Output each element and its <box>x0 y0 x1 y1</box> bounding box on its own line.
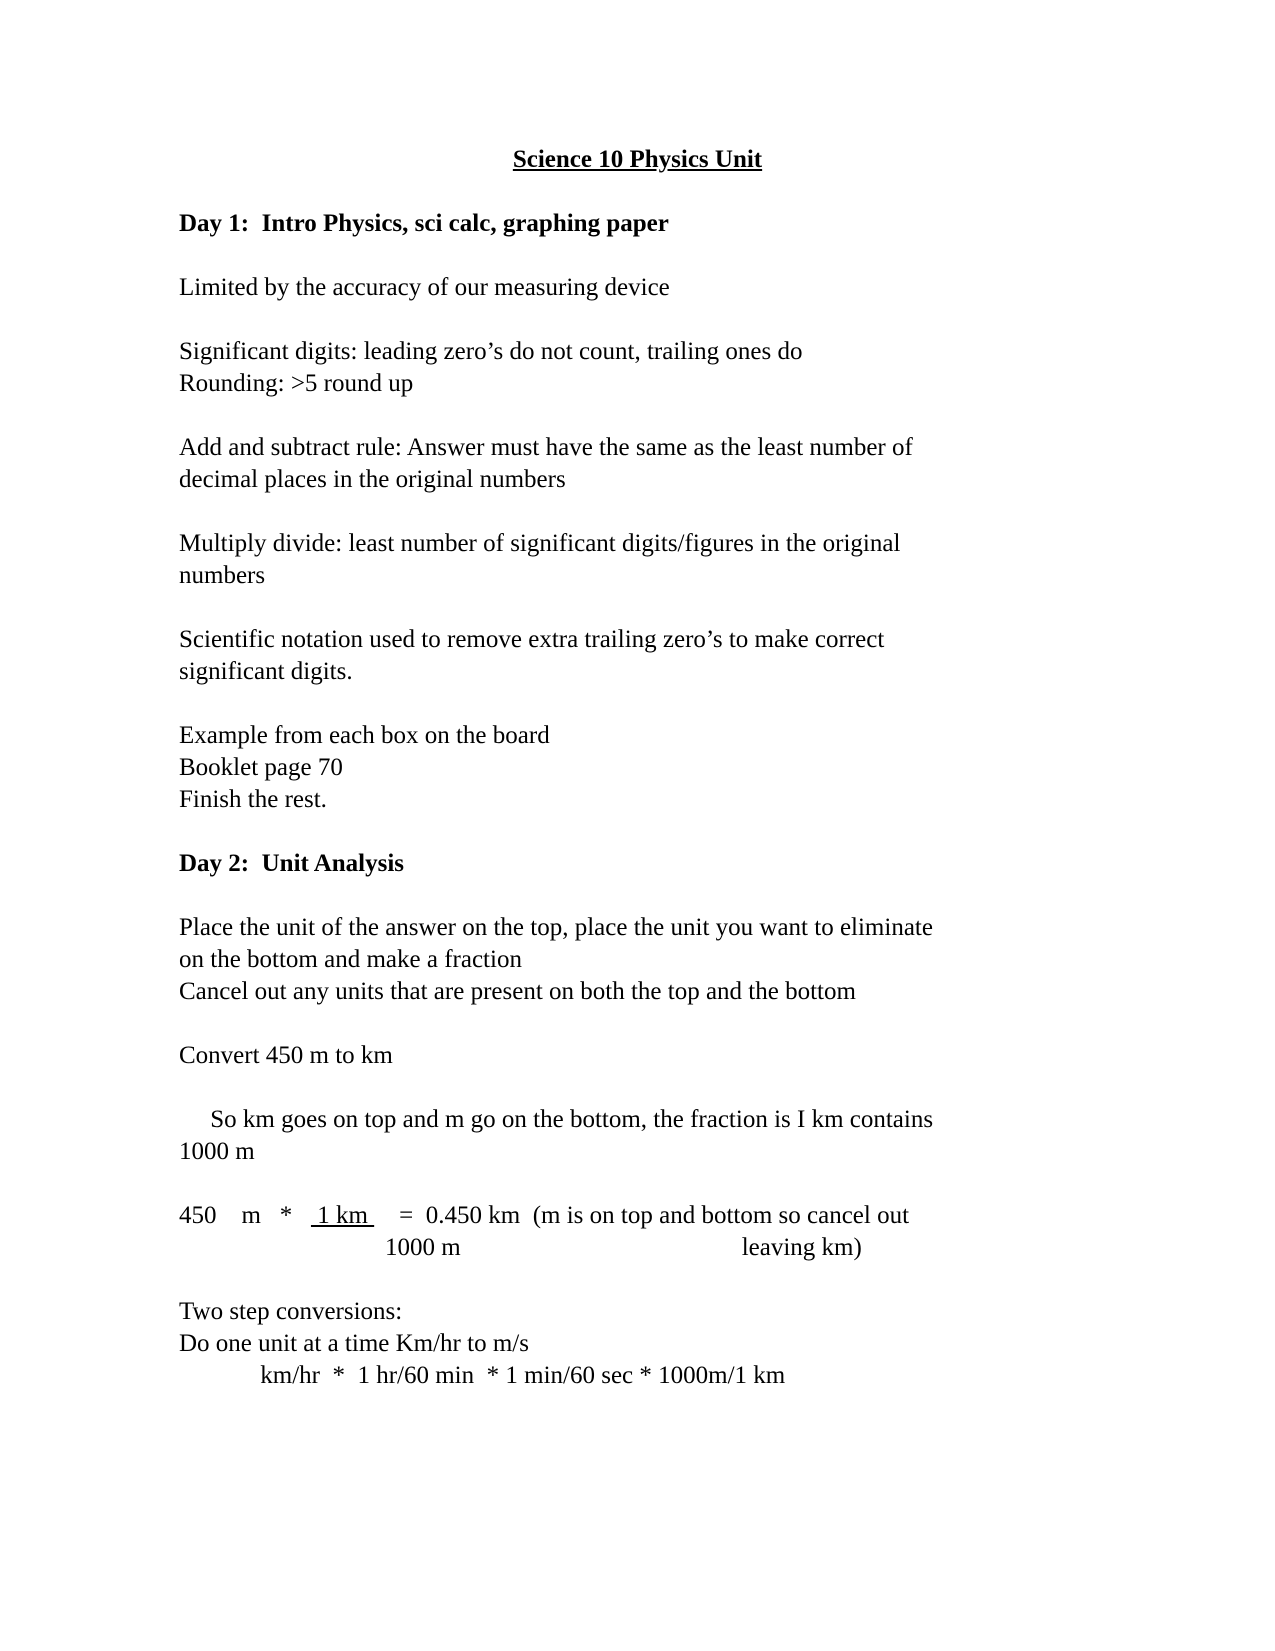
text-line: So km goes on top and m go on the bottom, the fraction is I km contains <box>179 1106 934 1133</box>
paragraph-two-step-conversions <box>179 1296 1096 1392</box>
text-line: significant digits. <box>179 658 353 685</box>
equation-line-2 <box>179 1232 1096 1264</box>
text-line: Limited by the accuracy of our measuring device <box>179 274 670 301</box>
paragraph-convert-example <box>179 1040 1096 1072</box>
text-line: 1000 m <box>179 1138 255 1165</box>
text-line: Scientific notation used to remove extra trailing zero’s to make correct <box>179 626 885 653</box>
text-line: km/hr * 1 hr/60 min * 1 min/60 sec * 1000m/1 km <box>179 1362 786 1389</box>
day2-heading: Day 2: Unit Analysis <box>179 850 405 877</box>
text-line: Two step conversions: <box>179 1298 403 1325</box>
paragraph-accuracy <box>179 272 1096 304</box>
text-line: Finish the rest. <box>179 786 327 813</box>
text-line: Multiply divide: least number of significant digits/figures in the original <box>179 530 901 557</box>
text-line: Booklet page 70 <box>179 754 343 781</box>
day1-heading: Day 1: Intro Physics, sci calc, graphing paper <box>179 210 669 237</box>
paragraph-scientific-notation <box>179 624 1096 688</box>
text-line: Convert 450 m to km <box>179 1042 393 1069</box>
text-line: Example from each box on the board <box>179 722 550 749</box>
equation-note-continued: leaving km) <box>741 1234 862 1261</box>
equation-result: = 0.450 km (m is on top and bottom so cancel out <box>374 1202 910 1229</box>
fraction-denominator: 1000 m <box>385 1234 461 1261</box>
fraction-numerator: 1 km <box>310 1202 375 1229</box>
paragraph-homework <box>179 720 1096 816</box>
paragraph-multiply-divide-rule <box>179 528 1096 592</box>
paragraph-add-subtract-rule <box>179 432 1096 496</box>
document-title: Science 10 Physics Unit <box>512 146 763 173</box>
equation-line-1 <box>179 1200 1096 1232</box>
text-line: Do one unit at a time Km/hr to m/s <box>179 1330 529 1357</box>
conversion-equation <box>179 1200 1096 1264</box>
paragraph-fraction-setup <box>179 1104 1096 1168</box>
text-line: Place the unit of the answer on the top, place the unit you want to eliminate <box>179 914 933 941</box>
text-line: on the bottom and make a fraction <box>179 946 522 973</box>
paragraph-unit-analysis-rules <box>179 912 1096 1008</box>
paragraph-significant-digits <box>179 336 1096 400</box>
text-line: decimal places in the original numbers <box>179 466 566 493</box>
equation-factor: 450 m * <box>179 1202 311 1229</box>
text-line: Add and subtract rule: Answer must have the same as the least number of <box>179 434 913 461</box>
text-line: Significant digits: leading zero’s do not count, trailing ones do <box>179 338 803 365</box>
text-line: Cancel out any units that are present on both the top and the bottom <box>179 978 856 1005</box>
text-line: numbers <box>179 562 266 589</box>
text-line: Rounding: >5 round up <box>179 370 414 397</box>
